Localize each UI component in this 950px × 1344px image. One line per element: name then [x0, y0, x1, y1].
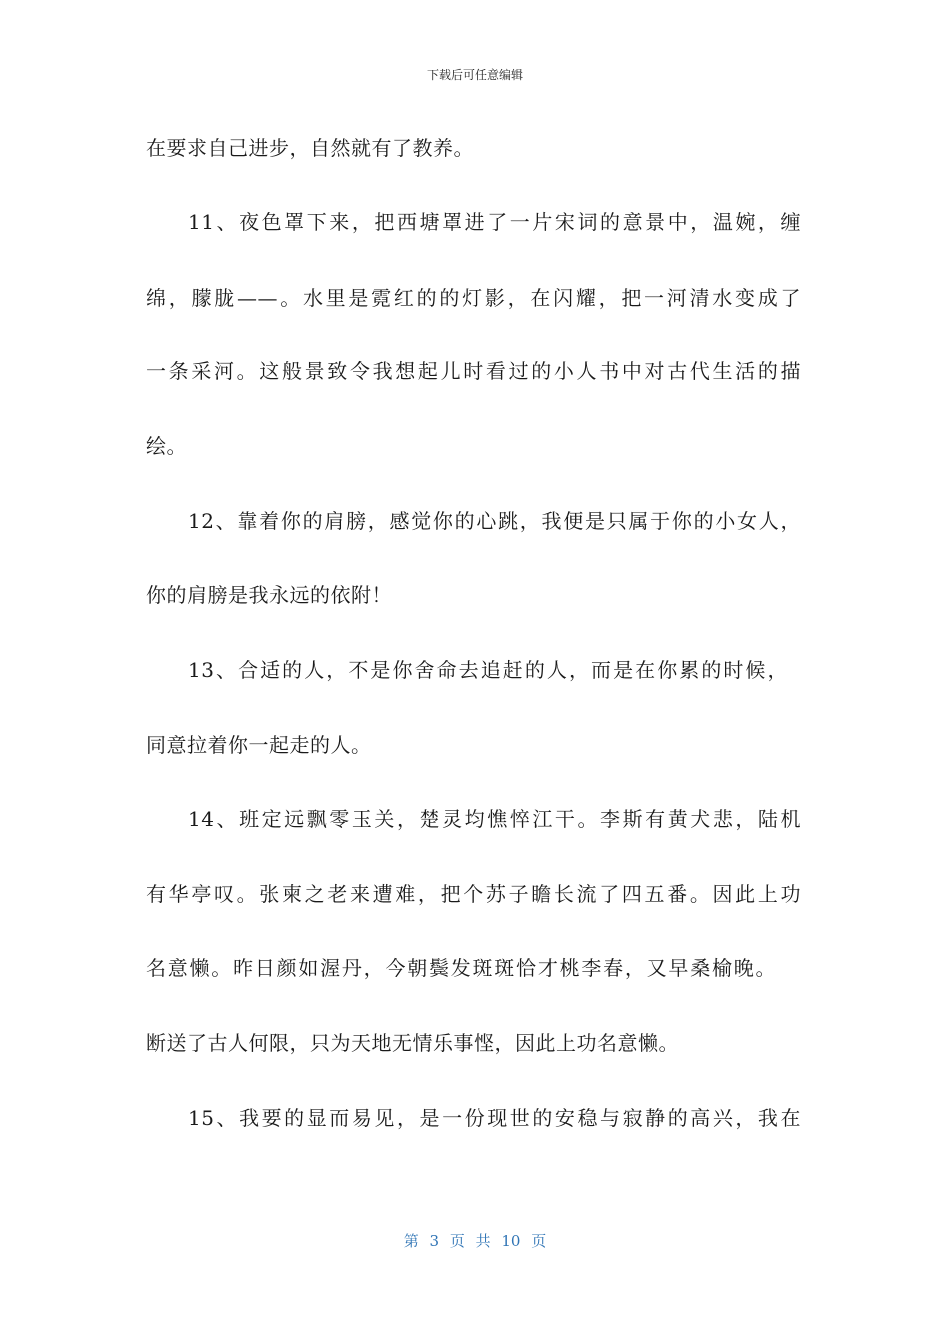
paragraph-11-line-4: 绘。 [146, 434, 187, 458]
paragraph-14-line-3: 名意懒。昨日颜如渥丹，今朝鬓发斑斑恰才桃李春，又早桑榆晚。 [146, 956, 776, 980]
paragraph-14-line-4: 断送了古人何限，只为天地无情乐事悭，因此上功名意懒。 [146, 1031, 679, 1055]
paragraph-11-line-1: 11、夜色罩下来，把西塘罩进了一片宋词的意景中，温婉，缠 [188, 210, 801, 234]
text-line: 在要求自己进步，自然就有了教养。 [146, 136, 474, 160]
paragraph-14-line-2: 有华亭叹。张柬之老来遭难，把个苏子瞻长流了四五番。因此上功 [146, 882, 801, 906]
paragraph-14-line-1: 14、班定远飘零玉关，楚灵均憔悴江干。李斯有黄犬悲，陆机 [188, 807, 801, 831]
paragraph-13-line-1: 13、合适的人，不是你舍命去追赶的人，而是在你累的时候， [188, 658, 788, 682]
paragraph-11-line-2: 绵，朦胧——。水里是霓红的的灯影，在闪耀，把一河清水变成了 [146, 286, 801, 310]
paragraph-15-line-1: 15、我要的显而易见，是一份现世的安稳与寂静的高兴，我在 [188, 1106, 801, 1130]
paragraph-11-line-3: 一条采河。这般景致令我想起儿时看过的小人书中对古代生活的描 [146, 359, 801, 383]
paragraph-12-line-2: 你的肩膀是我永远的依附！ [146, 583, 392, 607]
paragraph-12-line-1: 12、靠着你的肩膀，感觉你的心跳，我便是只属于你的小女人， [188, 509, 801, 533]
page-number-footer: 第 3 页 共 10 页 [403, 1232, 547, 1250]
header-note: 下载后可任意编辑 [426, 68, 523, 82]
paragraph-13-line-2: 同意拉着你一起走的人。 [146, 733, 372, 757]
